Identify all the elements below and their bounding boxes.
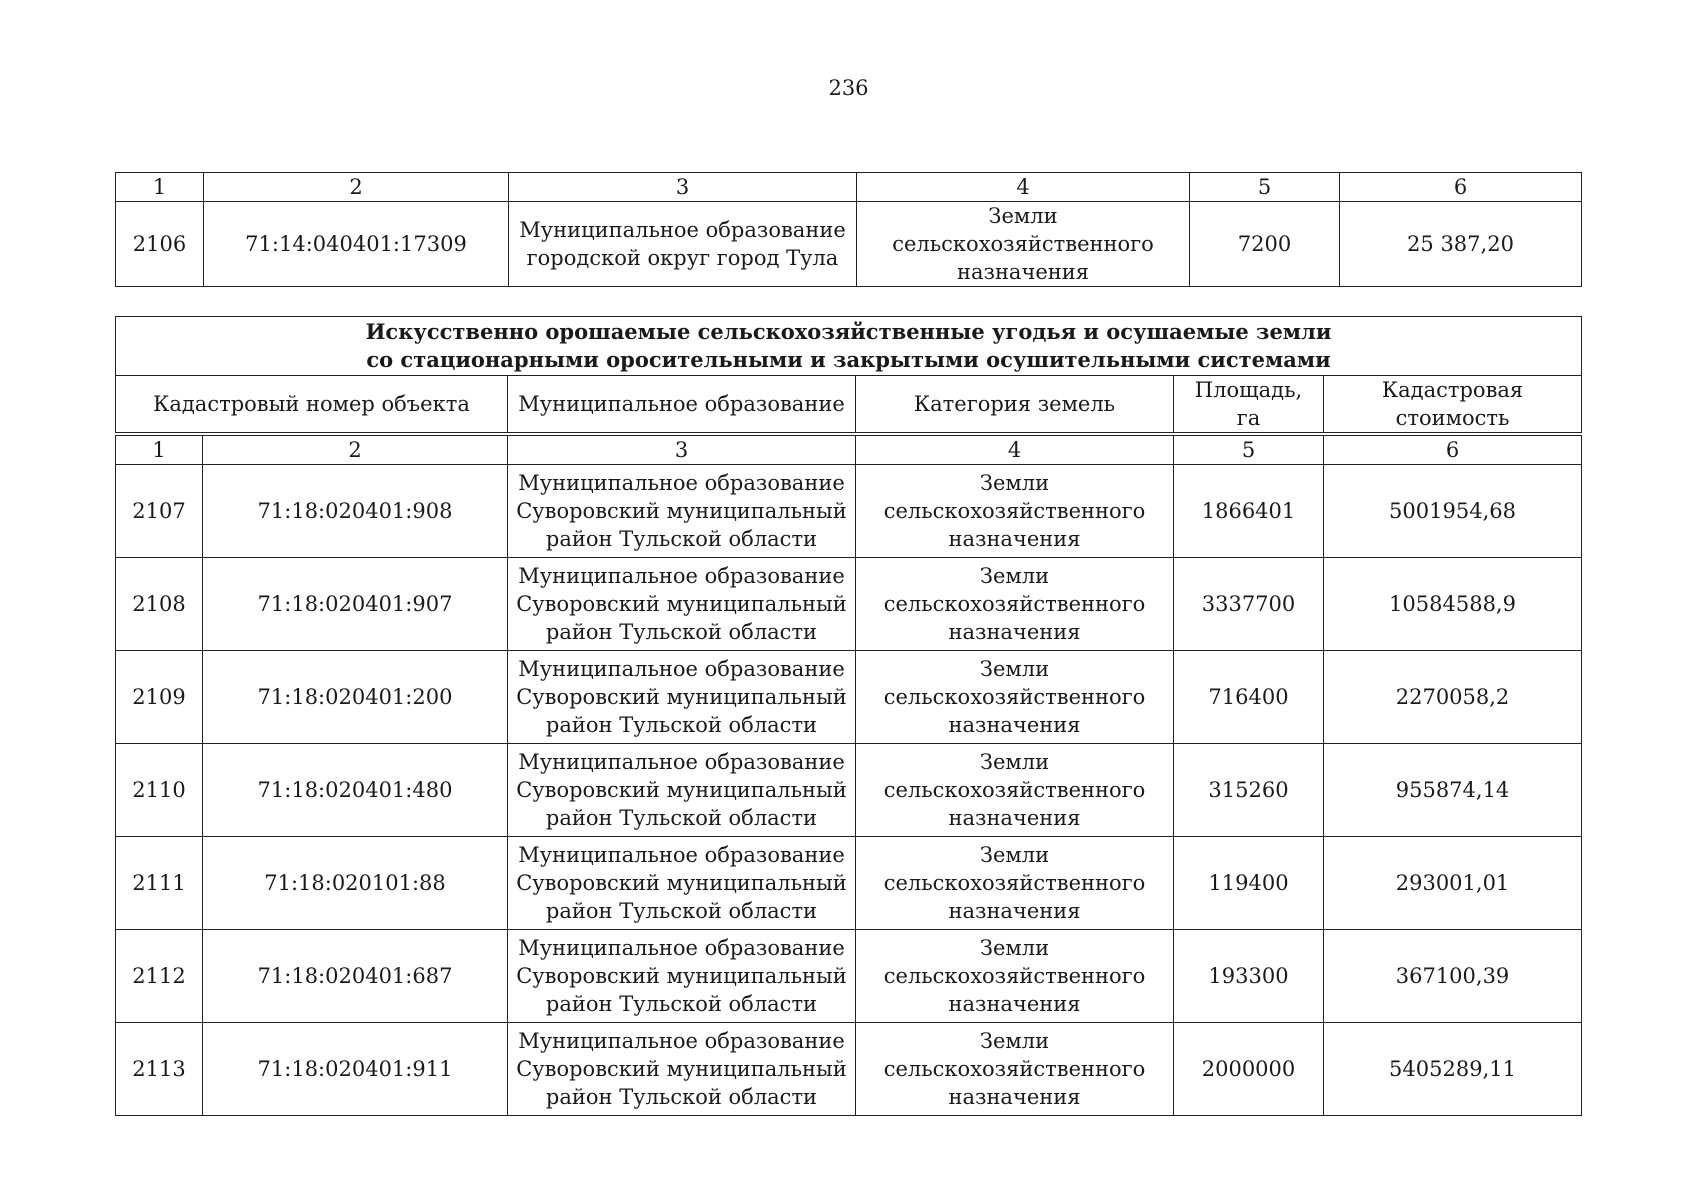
area: 7200 — [1190, 202, 1340, 287]
header-municipality: Муниципальное образование — [508, 376, 856, 433]
row-number: 2106 — [116, 202, 204, 287]
header-category: Категория земель — [856, 376, 1174, 433]
row-number: 2107 — [116, 465, 203, 558]
cadastral-value: 2270058,2 — [1324, 651, 1582, 744]
cadastral-number: 71:18:020401:911 — [203, 1023, 508, 1116]
land-category: Земли сельскохозяйственного назначения — [856, 651, 1174, 744]
cadastral-value: 293001,01 — [1324, 837, 1582, 930]
header-cadastral: Кадастровый номер объекта — [116, 376, 508, 433]
municipality: Муниципальное образование Суворовский муниципальный район Тульской области — [508, 651, 856, 744]
cadastral-number: 71:18:020401:907 — [203, 558, 508, 651]
column-number: 5 — [1174, 436, 1324, 465]
cadastral-number: 71:18:020401:687 — [203, 930, 508, 1023]
page-number: 236 — [828, 76, 869, 100]
column-number: 5 — [1190, 173, 1340, 202]
column-number-row — [116, 173, 1582, 202]
land-category: Земли сельскохозяйственного назначения — [856, 1023, 1174, 1116]
table-row — [116, 744, 1582, 837]
municipality: Муниципальное образование Суворовский муниципальный район Тульской области — [508, 837, 856, 930]
municipality: Муниципальное образование Суворовский муниципальный район Тульской области — [508, 744, 856, 837]
cadastral-value: 25 387,20 — [1340, 202, 1582, 287]
column-number: 6 — [1340, 173, 1582, 202]
column-number: 4 — [857, 173, 1190, 202]
column-number: 4 — [856, 436, 1174, 465]
row-number: 2113 — [116, 1023, 203, 1116]
area: 315260 — [1174, 744, 1324, 837]
area: 193300 — [1174, 930, 1324, 1023]
section-title: Искусственно орошаемые сельскохозяйственные угодья и осушаемые земли со стационарными оросительными и закрытыми осушительными системами — [116, 317, 1582, 376]
row-number: 2112 — [116, 930, 203, 1023]
area: 2000000 — [1174, 1023, 1324, 1116]
table-row — [116, 837, 1582, 930]
header-area: Площадь, га — [1174, 376, 1324, 433]
row-number: 2110 — [116, 744, 203, 837]
irrigated-lands-table — [115, 316, 1582, 1116]
area: 716400 — [1174, 651, 1324, 744]
cadastral-value: 5001954,68 — [1324, 465, 1582, 558]
header-row — [116, 376, 1582, 433]
table-row — [116, 651, 1582, 744]
continuation-table — [115, 172, 1582, 287]
cadastral-number: 71:18:020101:88 — [203, 837, 508, 930]
section-title-row — [116, 317, 1582, 376]
land-category: Земли сельскохозяйственного назначения — [857, 202, 1190, 287]
cadastral-value: 5405289,11 — [1324, 1023, 1582, 1116]
column-number: 2 — [204, 173, 509, 202]
column-number: 1 — [116, 173, 204, 202]
column-number: 3 — [508, 436, 856, 465]
municipality: Муниципальное образование Суворовский муниципальный район Тульской области — [508, 930, 856, 1023]
column-number: 6 — [1324, 436, 1582, 465]
cadastral-value: 955874,14 — [1324, 744, 1582, 837]
area: 119400 — [1174, 837, 1324, 930]
land-category: Земли сельскохозяйственного назначения — [856, 465, 1174, 558]
column-number-row — [116, 436, 1582, 465]
cadastral-value: 367100,39 — [1324, 930, 1582, 1023]
land-category: Земли сельскохозяйственного назначения — [856, 558, 1174, 651]
cadastral-number: 71:18:020401:480 — [203, 744, 508, 837]
area: 3337700 — [1174, 558, 1324, 651]
municipality: Муниципальное образование городской округ город Тула — [509, 202, 857, 287]
municipality: Муниципальное образование Суворовский муниципальный район Тульской области — [508, 558, 856, 651]
table-row — [116, 930, 1582, 1023]
area: 1866401 — [1174, 465, 1324, 558]
row-number: 2109 — [116, 651, 203, 744]
table-row — [116, 1023, 1582, 1116]
land-category: Земли сельскохозяйственного назначения — [856, 837, 1174, 930]
cadastral-value: 10584588,9 — [1324, 558, 1582, 651]
municipality: Муниципальное образование Суворовский муниципальный район Тульской области — [508, 1023, 856, 1116]
land-category: Земли сельскохозяйственного назначения — [856, 930, 1174, 1023]
row-number: 2111 — [116, 837, 203, 930]
cadastral-number: 71:18:020401:908 — [203, 465, 508, 558]
table-row — [116, 202, 1582, 287]
header-value: Кадастровая стоимость — [1324, 376, 1582, 433]
cadastral-number: 71:18:020401:200 — [203, 651, 508, 744]
column-number: 1 — [116, 436, 203, 465]
column-number: 2 — [203, 436, 508, 465]
cadastral-number: 71:14:040401:17309 — [204, 202, 509, 287]
table-row — [116, 465, 1582, 558]
column-number: 3 — [509, 173, 857, 202]
land-category: Земли сельскохозяйственного назначения — [856, 744, 1174, 837]
row-number: 2108 — [116, 558, 203, 651]
municipality: Муниципальное образование Суворовский муниципальный район Тульской области — [508, 465, 856, 558]
table-row — [116, 558, 1582, 651]
